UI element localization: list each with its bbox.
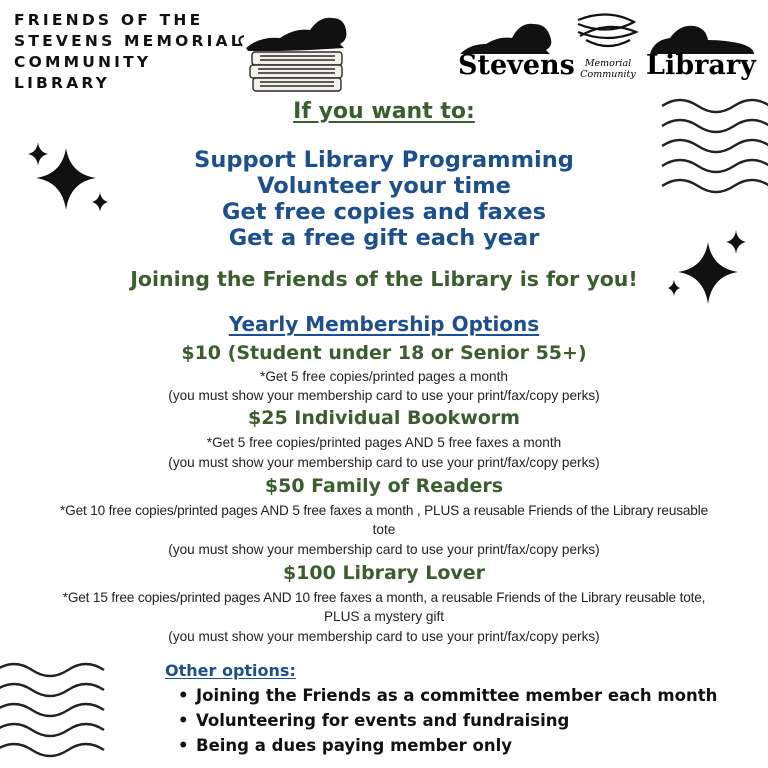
benefit-line: Get free copies and faxes [222,199,546,225]
list-item [178,733,717,758]
logo-memorial-community [576,58,640,80]
joining-statement: Joining the Friends of the Library is for you! [130,267,638,291]
lion-icon [239,18,346,51]
tier-title: $25 Individual Bookworm [248,407,520,429]
tier-perk: tote [372,522,396,537]
list-item [178,708,717,733]
friends-heading [14,10,244,94]
ornament-icon [578,14,636,46]
tier-title: $10 (Student under 18 or Senior 55+) [181,342,587,364]
tier-note: (you must show your membership card to use your print/fax/copy perks) [168,455,600,470]
list-item-text: Volunteering for events and fundraising [196,711,570,730]
bullet-icon: • [178,711,189,730]
wavy-lines-decoration [0,660,112,768]
logo-word-stevens: Stevens [458,50,575,81]
friends-heading-line: LIBRARY [14,74,111,92]
friends-heading-line: STEVENS MEMORIAL [14,32,244,50]
list-item-text: Being a dues paying member only [196,736,513,755]
tier-perk: *Get 5 free copies/printed pages a month [260,369,508,384]
friends-heading-line: FRIENDS OF THE [14,11,204,29]
tier-perk: *Get 5 free copies/printed pages AND 5 free faxes a month [206,435,562,450]
tier-perk: *Get 15 free copies/printed pages AND 10 free faxes a month, a reusable Friends of the Library reusable tote, [62,590,706,605]
benefit-line: Support Library Programming [194,147,574,173]
other-options-title: Other options: [165,661,296,680]
books-icon [250,52,342,91]
tier-note: (you must show your membership card to use your print/fax/copy perks) [168,542,600,557]
bullet-icon: • [178,736,189,755]
logo-community: Community [580,69,636,80]
tier-note: (you must show your membership card to use your print/fax/copy perks) [168,388,600,403]
benefit-line: Get a free gift each year [228,225,540,251]
list-item-text: Joining the Friends as a committee member each month [196,686,718,705]
bullet-icon: • [178,686,189,705]
tier-title: $100 Library Lover [282,562,486,584]
benefit-line: Volunteer your time [257,173,511,199]
list-item [178,683,717,708]
logo-memorial: Memorial [584,58,632,69]
logo-word-library: Library [646,50,756,81]
membership-options-title: Yearly Membership Options [228,312,540,336]
tier-perk: PLUS a mystery gift [323,609,445,624]
lion-on-books-illustration [240,8,360,100]
if-you-want-heading: If you want to: [293,99,475,124]
tier-title: $50 Family of Readers [264,475,504,497]
friends-heading-line: COMMUNITY [14,53,152,71]
tier-note: (you must show your membership card to use your print/fax/copy perks) [168,629,600,644]
tier-perk: *Get 10 free copies/printed pages AND 5 free faxes a month , PLUS a reusable Friends of the Library reusable [60,503,708,518]
other-options-list [178,683,717,758]
